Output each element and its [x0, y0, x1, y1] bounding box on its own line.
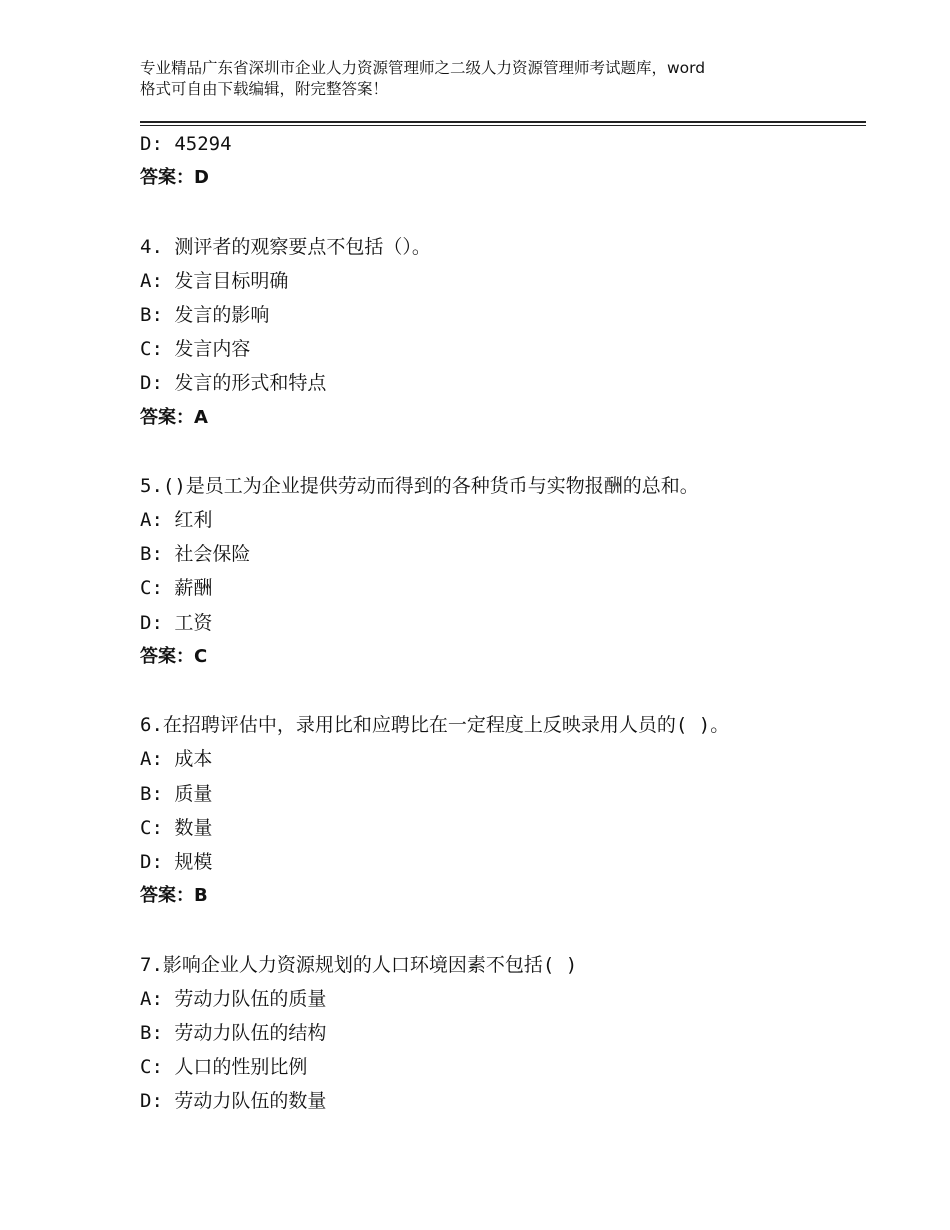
option-b: B: 发言的影响	[140, 303, 270, 326]
question-list	[140, 127, 866, 1118]
question-block	[140, 948, 866, 1119]
question-stem: 7.影响企业人力资源规划的人口环境因素不包括( )	[140, 953, 578, 976]
option-d: D: 45294	[140, 133, 232, 155]
option-d: D: 发言的形式和特点	[140, 372, 327, 395]
option-a: A: 成本	[140, 748, 213, 771]
answer: 答案：A	[140, 406, 208, 428]
header-title-line-2: 格式可自由下载编辑，附完整答案！	[140, 80, 389, 98]
question-stem: 6.在招聘评估中，录用比和应聘比在一定程度上反映录用人员的( )。	[140, 714, 730, 737]
option-a: A: 红利	[140, 509, 213, 532]
option-d: D: 劳动力队伍的数量	[140, 1090, 327, 1113]
question-stem: 4. 测评者的观察要点不包括（）。	[140, 235, 431, 258]
option-d: D: 规模	[140, 850, 213, 873]
option-a: A: 发言目标明确	[140, 269, 289, 292]
answer: 答案：B	[140, 885, 208, 907]
header-rule-thick	[140, 121, 866, 123]
option-c: C: 数量	[140, 816, 213, 839]
question-block	[140, 230, 866, 435]
document-header	[140, 58, 840, 100]
option-d: D: 工资	[140, 611, 213, 634]
option-c: C: 薪酬	[140, 577, 213, 600]
option-c: C: 发言内容	[140, 338, 251, 361]
option-a: A: 劳动力队伍的质量	[140, 987, 327, 1010]
header-rule-thin	[140, 125, 866, 126]
header-title-line-1: 专业精品广东省深圳市企业人力资源管理师之二级人力资源管理师考试题库，word	[140, 59, 706, 77]
option-b: B: 劳动力队伍的结构	[140, 1021, 327, 1044]
option-c: C: 人口的性别比例	[140, 1056, 308, 1079]
question-block	[140, 708, 866, 913]
question-stem: 5.()是员工为企业提供劳动而得到的各种货币与实物报酬的总和。	[140, 474, 699, 497]
option-b: B: 社会保险	[140, 543, 251, 566]
option-b: B: 质量	[140, 782, 213, 805]
question-block	[140, 469, 866, 674]
answer: 答案：D	[140, 167, 209, 189]
answer: 答案：C	[140, 645, 208, 667]
